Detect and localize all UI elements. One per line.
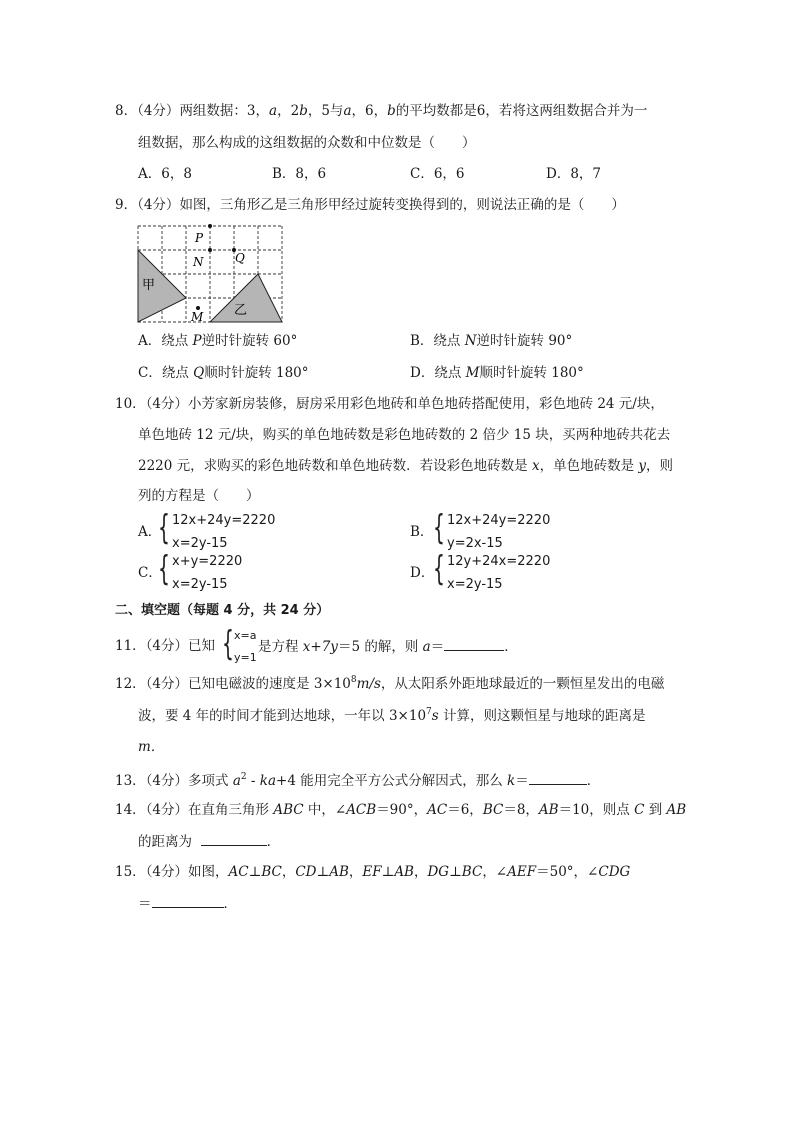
q12-exponent: 8 — [350, 675, 357, 685]
q8-option-c: C．6，6 — [410, 166, 465, 182]
q12-number: 12． — [115, 676, 146, 692]
q14-segment: AB — [666, 802, 687, 818]
q15-perp-symbol: ⊥ — [381, 864, 395, 880]
q11-eq2: y=1 — [234, 651, 257, 664]
q9-option-d-pre: D．绕点 — [410, 365, 466, 381]
q9-stem — [115, 195, 625, 215]
q13-answer-blank[interactable] — [529, 770, 587, 785]
q14-text-part: 到 — [644, 802, 667, 818]
q14-number: 14． — [115, 802, 146, 818]
q13-text-part: - — [246, 773, 260, 789]
q8-line2: 组数据，那么构成的这组数据的众数和中位数是（ ） — [138, 135, 476, 151]
q9-option-b-post: 逆时针旋转 90° — [476, 333, 573, 349]
q15-angle-name: AEF — [507, 864, 537, 880]
q14-segment: AC — [427, 802, 448, 818]
label-m: M — [191, 310, 204, 324]
q15-segment: DG — [427, 864, 450, 880]
q13-var-a: a — [232, 773, 241, 789]
q12-text-part: 计算，则这颗恒星与地球的距离是 — [438, 708, 646, 724]
q13-text-part: +4 能用完全平方公式分解因式，那么 — [276, 773, 507, 789]
label-yi: 乙 — [234, 303, 248, 318]
q15-text-part: 如图， — [188, 864, 229, 880]
label-jia: 甲 — [142, 278, 156, 293]
q13-var-k: k — [507, 773, 516, 789]
q9-option-a-point: P — [192, 333, 202, 349]
q9-option-c-point: Q — [193, 365, 205, 381]
q15-line2 — [138, 893, 237, 914]
q10-option-c-eq1: x+y=2220 — [172, 554, 243, 569]
q10-option-c-label: C． — [138, 565, 162, 581]
q9-option-c-post: 顺时针旋转 180° — [204, 365, 309, 381]
q14-segment: AB — [538, 802, 559, 818]
q12-score: （4分） — [145, 676, 189, 692]
q12-line3: m． — [138, 739, 165, 755]
q10-option-b-eq1: 12x+24y=2220 — [447, 513, 551, 528]
q14-text-part: ＝10，则点 — [558, 802, 635, 818]
brace-icon: { — [222, 624, 234, 664]
q14-text-part: 的距离为 — [138, 834, 192, 850]
q15-text-part: ＝50°，∠ — [536, 864, 599, 880]
q8-text-part: ，5与 — [307, 103, 344, 119]
q9-option-d-point: M — [465, 365, 480, 381]
q8-var-b: b — [387, 103, 396, 119]
q15-segment: AB — [394, 864, 414, 880]
q15-segment: CD — [295, 864, 317, 880]
q11-text-part: 已知 — [188, 638, 216, 654]
q15-perp-symbol: ⊥ — [248, 864, 262, 880]
q15-line1 — [115, 862, 630, 882]
q10-line1 — [115, 394, 664, 414]
q13-text-part: 多项式 — [188, 773, 233, 789]
q13-text-part: ． — [586, 773, 601, 789]
q12-text-part: 波，要 4 年的时间才能到达地球，一年以 3×10 — [138, 708, 427, 724]
q15-segment: BC — [461, 864, 483, 880]
q10-text-part: 2220 元，求购买的彩色地砖数和单色地砖数．若设彩色地砖数是 — [138, 458, 532, 474]
q14-text-part: 中，∠ — [303, 802, 347, 818]
q14-text-part: ＝8， — [503, 802, 539, 818]
q12-exponent: 7 — [426, 707, 432, 717]
q10-option-b-eq2: y=2x-15 — [447, 536, 503, 551]
q9-option-d-post: 顺时针旋转 180° — [479, 365, 584, 381]
q8-option-a: A．6，8 — [138, 166, 192, 182]
q12-unit: m/s — [356, 676, 381, 692]
q15-segment: EF — [362, 864, 382, 880]
q14-angle-name: ACB — [346, 802, 377, 818]
q8-line1 — [115, 101, 647, 121]
q11-text-part: ＝5 的解，则 — [337, 639, 423, 655]
q11-number: 11． — [115, 638, 146, 654]
q9-option-d — [410, 363, 584, 383]
q11-stem-end — [258, 636, 518, 657]
q15-text-part: ， — [348, 864, 363, 880]
q10-option-d-eq1: 12y+24x=2220 — [447, 554, 551, 569]
q12-unit: s — [431, 708, 439, 724]
q12-text-part: ，从太阳系外距地球最近的一颗恒星发出的电磁 — [380, 676, 665, 692]
point-n — [208, 248, 212, 252]
q8-text-part: 的平均数都是6，若将这两组数据合并为一 — [395, 103, 648, 119]
q15-text-part: ． — [223, 896, 237, 912]
q10-option-a-eq2: x=2y-15 — [172, 536, 228, 551]
q9-option-b-point: N — [464, 333, 477, 349]
q14-triangle-name: ABC — [273, 802, 304, 818]
q15-perp-symbol: ⊥ — [316, 864, 330, 880]
q10-text: 小芳家新房装修，厨房采用彩色地砖和单色地砖搭配使用，彩色地砖 24 元/块， — [188, 396, 664, 412]
q11-text-part: ． — [504, 639, 518, 655]
q9-number: 9． — [115, 197, 138, 213]
q15-answer-blank[interactable] — [152, 893, 224, 908]
q10-option-d-eq2: x=2y-15 — [447, 577, 503, 592]
q11-text-part: ＝ — [430, 639, 445, 655]
q10-line2: 单色地砖 12 元/块，购买的单色地砖数是彩色地砖数的 2 倍少 15 块，买两种地砖共花去 — [138, 427, 671, 443]
q13-number: 13． — [115, 773, 146, 789]
q8-number: 8． — [115, 103, 138, 119]
q11-var-a: a — [422, 639, 431, 655]
q15-segment: AB — [329, 864, 349, 880]
q8-var-a: a — [269, 103, 278, 119]
label-n: N — [193, 255, 204, 269]
brace-icon: { — [158, 549, 170, 589]
q14-score: （4分） — [145, 802, 189, 818]
q15-text-part: ，∠ — [482, 864, 508, 880]
q11-answer-blank[interactable] — [444, 636, 504, 651]
q14-line1 — [115, 800, 686, 820]
q14-point: C — [634, 802, 645, 818]
q9-option-b-pre: B．绕点 — [410, 333, 465, 349]
q15-text-part: ， — [413, 864, 428, 880]
q13-term-ka: ka — [259, 773, 277, 789]
brace-icon: { — [158, 508, 170, 548]
q9-option-a-pre: A．绕点 — [138, 333, 193, 349]
q9-score: （4分） — [137, 197, 180, 213]
q10-text-part: ，单色地砖数是 — [539, 458, 639, 474]
q8-option-b: B．8，6 — [272, 166, 327, 182]
q15-segment: BC — [261, 864, 282, 880]
q12-line2 — [138, 706, 646, 728]
label-q: Q — [235, 251, 245, 265]
q14-answer-blank[interactable] — [201, 831, 267, 846]
q15-text-part: ＝ — [138, 896, 152, 912]
q14-line2 — [138, 831, 280, 852]
q8-text-part: ，6， — [351, 103, 388, 119]
q8-text-part: ，2 — [277, 103, 300, 119]
q9-option-a — [138, 331, 297, 351]
q9-option-c-pre: C．绕点 — [138, 365, 194, 381]
q8-var-b: b — [299, 103, 308, 119]
q8-text-part: 两组数据：3， — [179, 103, 270, 119]
q9-grid-figure — [136, 222, 286, 324]
q13-exponent: 2 — [240, 772, 247, 782]
section-heading: 二、填空题（每题 4 分，共 24 分） — [115, 603, 330, 618]
q9-option-c — [138, 363, 309, 383]
q10-text-part: ，则 — [646, 458, 674, 474]
brace-icon: { — [433, 508, 445, 548]
q10-option-b-label: B． — [410, 524, 434, 540]
q15-score: （4分） — [145, 864, 189, 880]
q10-option-c-eq2: x=2y-15 — [172, 577, 228, 592]
q10-line3 — [138, 456, 673, 476]
q11-eq1: x=a — [234, 629, 257, 642]
q15-text-part: ， — [281, 864, 296, 880]
q10-line4: 列的方程是（ ） — [138, 488, 260, 504]
q14-text-part: ＝6， — [447, 802, 483, 818]
label-p: P — [195, 231, 204, 245]
q14-text-part: ． — [266, 834, 281, 850]
q11-text-part: 是方程 — [258, 639, 303, 655]
q9-text: 如图，三角形乙是三角形甲经过旋转变换得到的，则说法正确的是（ ） — [179, 197, 625, 213]
q15-segment: AC — [228, 864, 249, 880]
q9-option-a-post: 逆时针旋转 60° — [201, 333, 298, 349]
q10-score: （4分） — [145, 396, 189, 412]
point-p — [208, 224, 212, 228]
q10-option-a-label: A． — [138, 524, 162, 540]
q10-number: 10． — [115, 396, 146, 412]
q11-score: （4分） — [145, 638, 189, 654]
q10-option-a-eq1: 12x+24y=2220 — [172, 513, 276, 528]
q8-score: （4分） — [137, 103, 180, 119]
q14-text-part: ＝90°， — [376, 802, 428, 818]
q14-text-part: 在直角三角形 — [188, 802, 274, 818]
q10-option-d-label: D． — [410, 565, 435, 581]
q10-var-y: y — [638, 458, 647, 474]
q15-angle-name: CDG — [598, 864, 631, 880]
q8-var-a: a — [343, 103, 352, 119]
q9-option-b — [410, 331, 572, 351]
q13-score: （4分） — [145, 773, 189, 789]
q13-text-part: ＝ — [515, 773, 529, 789]
q14-segment: BC — [482, 802, 504, 818]
q13-line — [115, 770, 600, 793]
q15-number: 15． — [115, 864, 146, 880]
q12-line1 — [115, 674, 664, 696]
q15-perp-symbol: ⊥ — [449, 864, 462, 880]
q11-stem-start — [115, 636, 215, 656]
q8-option-d: D．8，7 — [546, 166, 602, 182]
q12-text-part: 已知电磁波的速度是 3×10 — [188, 676, 351, 692]
q11-equation: x+7y — [302, 639, 338, 655]
q10-var-x: x — [531, 458, 540, 474]
brace-icon: { — [433, 549, 445, 589]
